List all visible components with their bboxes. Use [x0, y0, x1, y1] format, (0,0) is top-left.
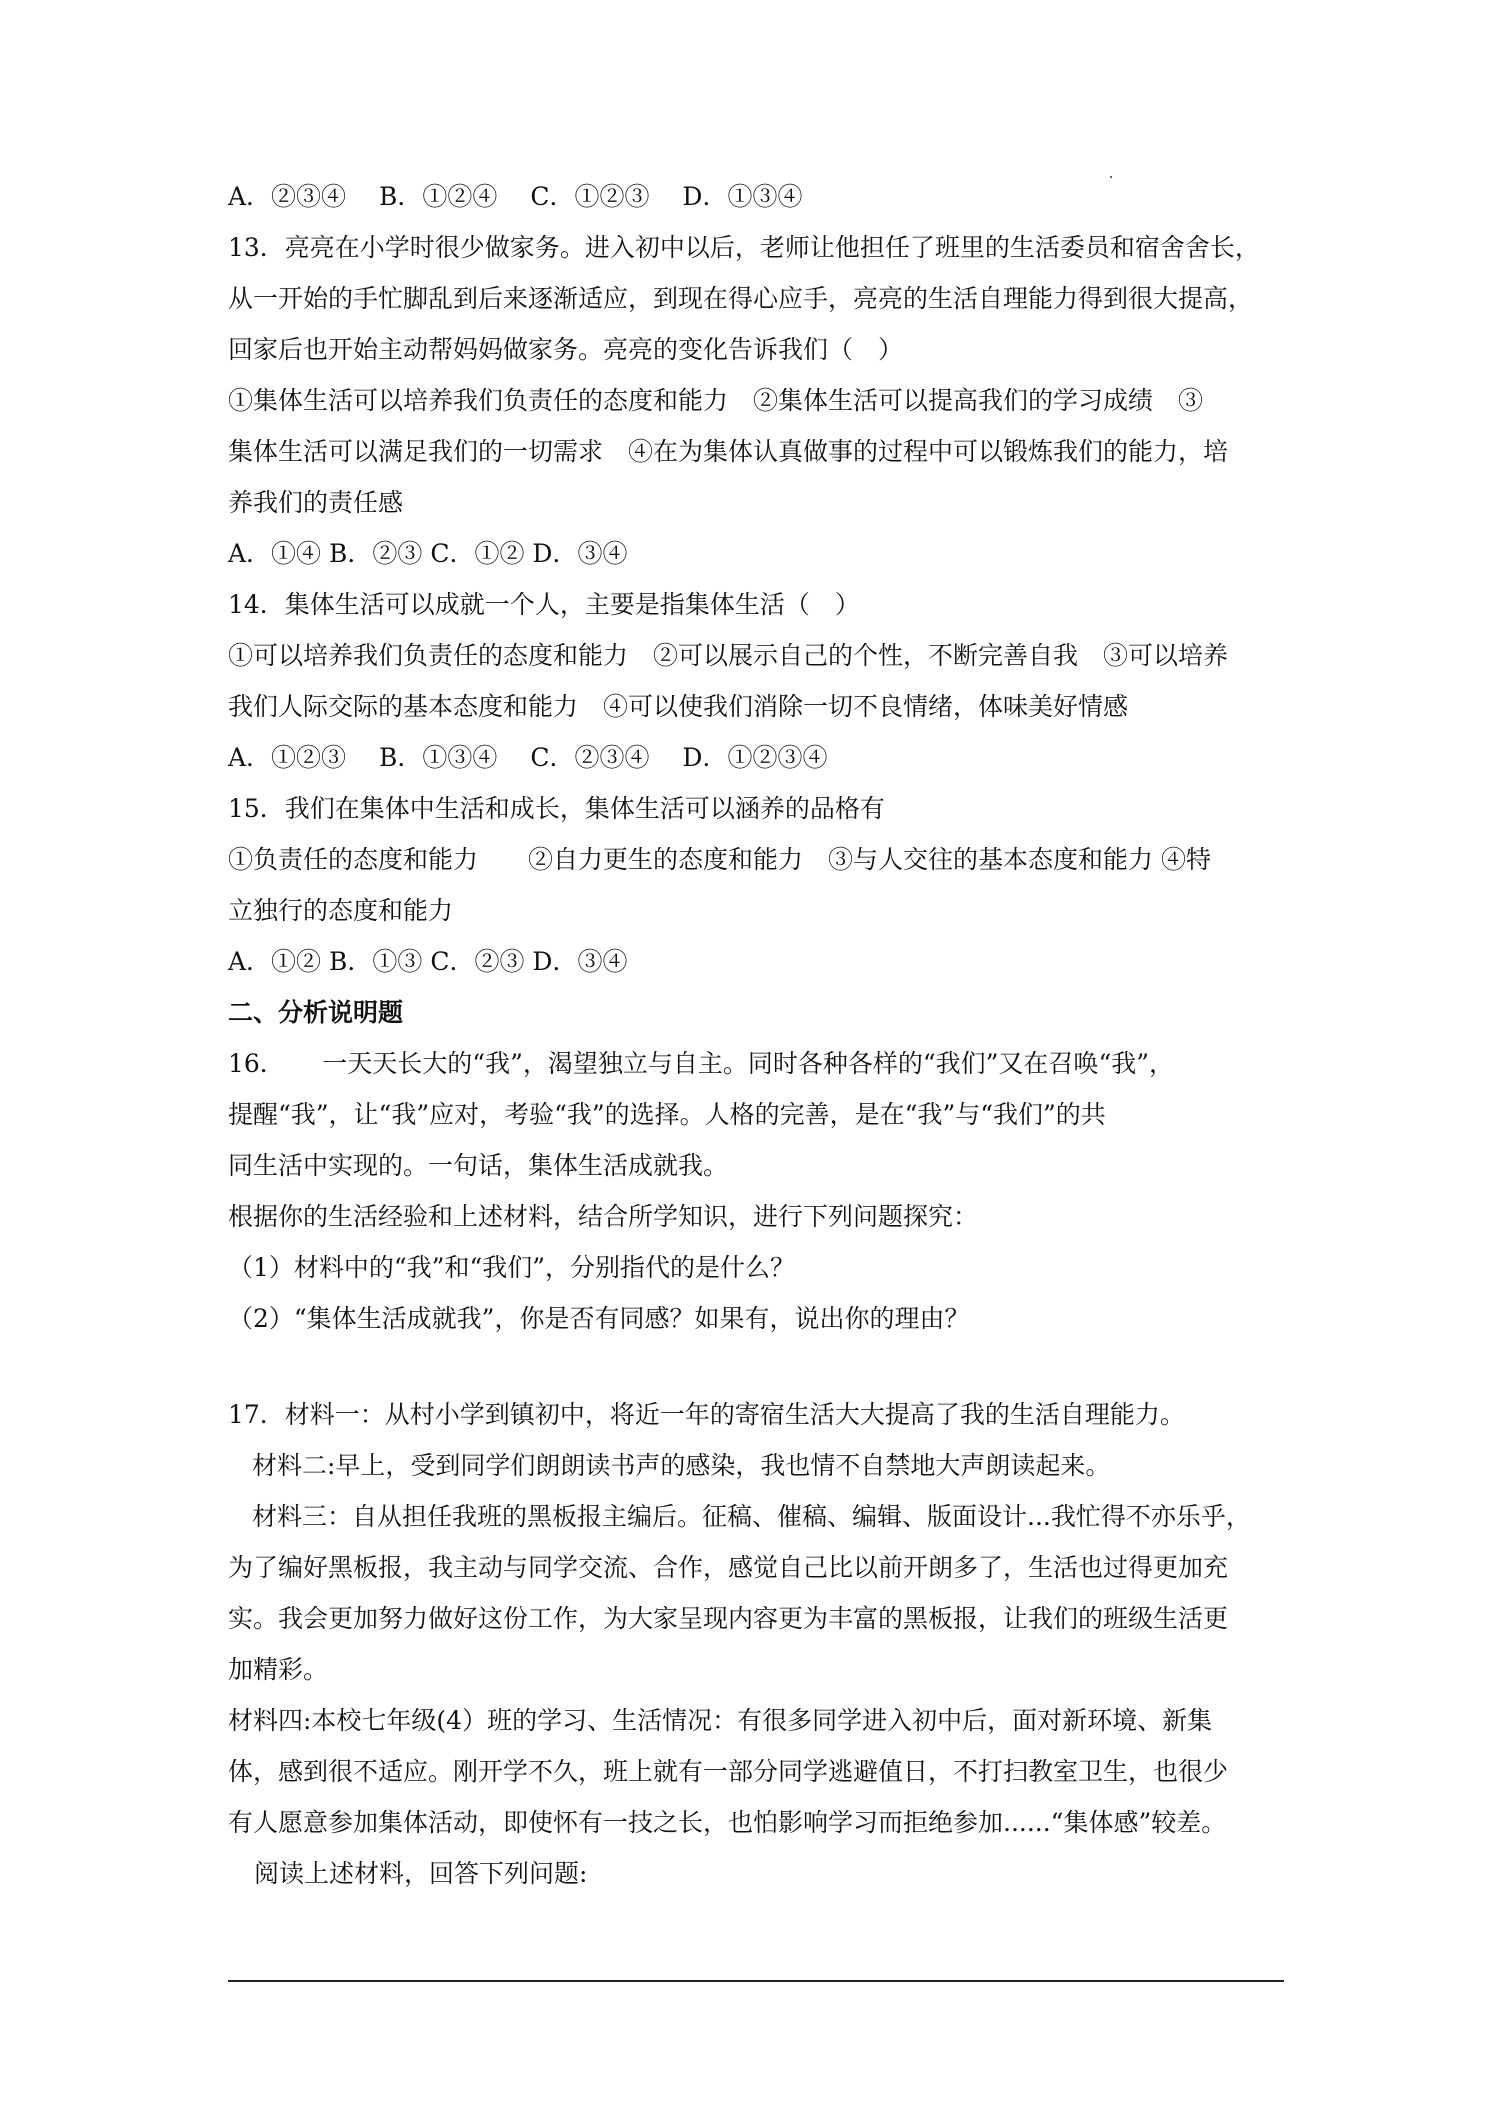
q15-items-line1: ①负责任的态度和能力 ②自力更生的态度和能力 ③与人交往的基本态度和能力 ④特 [228, 845, 1211, 874]
q14-items-line2: 我们人际交际的基本态度和能力 ④可以使我们消除一切不良情绪，体味美好情感 [228, 692, 1129, 721]
q17-material3-line2: 为了编好黑板报，我主动与同学交流、合作，感觉自己比以前开朗多了，生活也过得更加充 [228, 1553, 1229, 1582]
q17-material2: 材料二:早上，受到同学们朗朗读书声的感染，我也情不自禁地大声朗读起来。 [252, 1451, 1111, 1480]
section-heading: 二、分析说明题 [228, 998, 404, 1027]
q17-instruction: 阅读上述材料，回答下列问题: [254, 1859, 588, 1888]
q16-sub1: （1）材料中的“我”和“我们”，分别指代的是什么？ [228, 1253, 796, 1282]
q14-stem: 14．集体生活可以成就一个人，主要是指集体生活（ ） [228, 590, 860, 619]
q17-material4-line3: 有人愿意参加集体活动，即使怀有一技之长，也怕影响学习而拒绝参加......“集体感”较差。 [228, 1808, 1227, 1837]
q13-items-line3: 养我们的责任感 [228, 488, 404, 517]
q16-stem-line2: 提醒“我”，让“我”应对，考验“我”的选择。人格的完善，是在“我”与“我们”的共 [228, 1100, 1106, 1129]
q17-material3-line1: 材料三：自从担任我班的黑板报主编后。征稿、催稿、编辑、版面设计...我忙得不亦乐乎， [252, 1502, 1251, 1531]
q13-stem-line3: 回家后也开始主动帮妈妈做家务。亮亮的变化告诉我们（ ） [228, 335, 904, 364]
q14-items-line1: ①可以培养我们负责任的态度和能力 ②可以展示自己的个性，不断完善自我 ③可以培养 [228, 641, 1229, 670]
q13-options: A．①④ B．②③ C．①② D．③④ [228, 539, 628, 568]
q13-items-line1: ①集体生活可以培养我们负责任的态度和能力 ②集体生活可以提高我们的学习成绩 ③ [228, 386, 1204, 415]
q17-material4-line1: 材料四:本校七年级(4）班的学习、生活情况：有很多同学进入初中后，面对新环境、新集 [228, 1706, 1213, 1735]
q15-items-line2: 立独行的态度和能力 [228, 896, 454, 925]
q16-instruction: 根据你的生活经验和上述材料，结合所学知识，进行下列问题探究： [228, 1202, 979, 1231]
q17-material1: 17．材料一：从村小学到镇初中，将近一年的寄宿生活大大提高了我的生活自理能力。 [228, 1400, 1185, 1429]
q14-options: A．①②③ B．①③④ C．②③④ D．①②③④ [228, 743, 828, 772]
q17-material3-line4: 加精彩。 [228, 1655, 329, 1684]
q13-stem-line1: 13．亮亮在小学时很少做家务。进入初中以后，老师让他担任了班里的生活委员和宿舍舍长， [228, 233, 1260, 262]
q15-stem: 15．我们在集体中生活和成长，集体生活可以涵养的品格有 [228, 794, 885, 823]
scan-speck [1110, 176, 1112, 178]
q12-options: A．②③④ B．①②④ C．①②③ D．①③④ [228, 182, 803, 211]
q17-material3-line3: 实。我会更加努力做好这份工作，为大家呈现内容更为丰富的黑板报，让我们的班级生活更 [228, 1604, 1229, 1633]
q13-stem-line2: 从一开始的手忙脚乱到后来逐渐适应，到现在得心应手，亮亮的生活自理能力得到很大提高， [228, 284, 1254, 313]
q17-material4-line2: 体，感到很不适应。刚开学不久，班上就有一部分同学逃避值日，不打扫教室卫生，也很少 [228, 1757, 1229, 1786]
q13-items-line2: 集体生活可以满足我们的一切需求 ④在为集体认真做事的过程中可以锻炼我们的能力，培 [228, 437, 1229, 466]
q16-stem-line3: 同生活中实现的。一句话，集体生活成就我。 [228, 1151, 729, 1180]
q16-stem-line1: 16． 一天天长大的“我”，渴望独立与自主。同时各种各样的“我们”又在召唤“我”， [228, 1049, 1174, 1078]
q16-sub2: （2）“集体生活成就我”，你是否有同感？如果有，说出你的理由？ [228, 1304, 970, 1333]
footer-rule [228, 1980, 1284, 1982]
q15-options: A．①② B．①③ C．②③ D．③④ [228, 947, 628, 976]
